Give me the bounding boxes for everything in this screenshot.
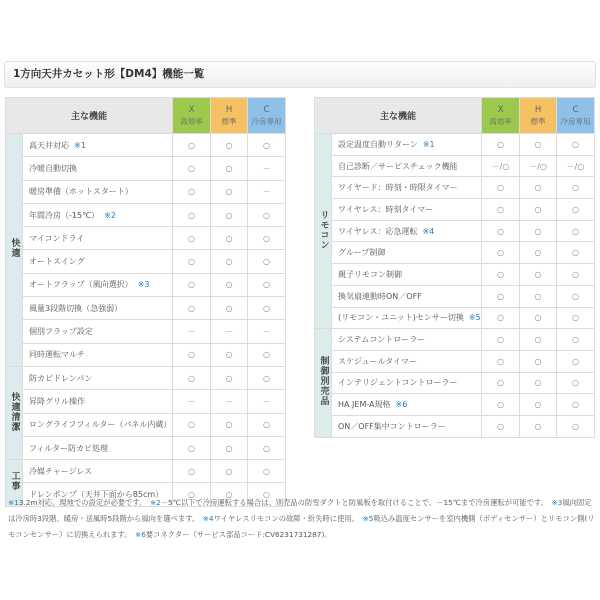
- feature-label: オートフラップ（風向選択）: [29, 280, 133, 290]
- value-c: ○: [557, 177, 595, 199]
- table-row: [315, 155, 595, 177]
- value-h: ○: [520, 199, 557, 221]
- feature-label: ドレンポンプ（天井下面から85cm）: [29, 490, 164, 500]
- value-h: ○: [211, 483, 248, 506]
- value-c: ○: [248, 250, 286, 273]
- value-h: ○: [211, 297, 248, 320]
- group-label: 快適清潔: [9, 391, 20, 432]
- model-label: 標準: [221, 116, 237, 126]
- value-h: ○: [211, 134, 248, 157]
- table-row: [315, 220, 595, 242]
- value-h: ○: [520, 242, 557, 264]
- feature-label: 昇降グリル操作: [29, 396, 85, 406]
- feature-name: [23, 320, 173, 343]
- header-row: [6, 98, 286, 134]
- model-label: 高効率: [489, 116, 512, 126]
- value-x: ○: [482, 394, 520, 416]
- table-row: [6, 413, 286, 436]
- value-c: －: [248, 320, 286, 343]
- model-code: C: [572, 104, 579, 115]
- value-x: ○: [482, 199, 520, 221]
- footnote-mark: ※6: [135, 530, 146, 539]
- value-x: ○: [482, 220, 520, 242]
- value-x: ○: [482, 134, 520, 156]
- feature-name: [23, 460, 173, 483]
- group-label: リモコン: [318, 209, 329, 250]
- value-c: ○: [248, 227, 286, 250]
- feature-name: [23, 134, 173, 157]
- footnote-text: 要コネクター（サービス部品コード:CV6231731287)。: [145, 530, 328, 539]
- value-h: ○: [520, 394, 557, 416]
- table-row: [6, 157, 286, 180]
- model-code: H: [534, 104, 542, 115]
- value-x: －/○: [482, 155, 520, 177]
- feature-label: 換気扇連動時ON／OFF: [338, 291, 422, 301]
- table-row: [6, 180, 286, 203]
- feature-label: 親子リモコン制御: [338, 269, 402, 279]
- header-model-c: [248, 98, 286, 134]
- group-cell: [6, 134, 23, 367]
- header-model-h: [211, 98, 248, 134]
- feature-label: ワイヤード：時刻・時限タイマー: [338, 183, 458, 193]
- table-row: [315, 372, 595, 394]
- footnote-ref: ※1: [74, 140, 86, 150]
- table-row: [315, 285, 595, 307]
- value-c: ○: [557, 394, 595, 416]
- feature-label: ロングライフフィルター（パネル内蔵）: [29, 420, 172, 430]
- footnote-text: ワイヤレスリモコンの故障・紛失時に使用。: [213, 514, 356, 523]
- model-code: C: [263, 104, 270, 115]
- feature-name: [23, 227, 173, 250]
- value-c: ○: [557, 264, 595, 286]
- feature-name: [332, 264, 482, 286]
- group-label: 快適: [9, 238, 20, 259]
- model-code: X: [188, 104, 195, 115]
- feature-name: [23, 436, 173, 459]
- feature-label: 自己診断／サービスチェック機能: [338, 161, 458, 171]
- value-c: ○: [248, 436, 286, 459]
- feature-label: グループ制御: [338, 248, 386, 258]
- value-c: ○: [557, 134, 595, 156]
- header-model-x: [173, 98, 211, 134]
- table-row: [315, 264, 595, 286]
- footnote-ref: ※3: [137, 280, 150, 290]
- feature-label: 個別フラップ設定: [29, 327, 93, 337]
- feature-name: [23, 366, 173, 389]
- value-h: ○: [520, 329, 557, 351]
- value-h: ○: [520, 415, 557, 437]
- footnote-mark: ※5: [362, 514, 374, 523]
- model-label: 冷房専用: [251, 116, 282, 126]
- feature-name: [332, 199, 482, 221]
- feature-name: [332, 307, 482, 329]
- feature-name: [332, 415, 482, 437]
- value-c: ○: [557, 285, 595, 307]
- feature-label: フィルター防カビ処理: [29, 443, 109, 453]
- table-row: [6, 250, 286, 273]
- value-c: ○: [557, 329, 595, 351]
- feature-name: [23, 273, 173, 296]
- value-h: －: [211, 390, 248, 413]
- feature-label: 防カビドレンパン: [29, 373, 93, 383]
- feature-label: ワイヤレス：時刻タイマー: [338, 204, 434, 214]
- value-c: ○: [557, 372, 595, 394]
- footnote-mark: ※3: [551, 498, 563, 507]
- value-x: ○: [173, 460, 211, 483]
- feature-name: [332, 329, 482, 351]
- feature-name: [23, 390, 173, 413]
- feature-name: [23, 343, 173, 366]
- table-row: [6, 460, 286, 483]
- value-c: ○: [557, 199, 595, 221]
- feature-label: 同時運転マルチ: [29, 350, 85, 360]
- footnote-ref: ※6: [395, 400, 408, 410]
- model-code: X: [497, 104, 504, 115]
- value-h: ○: [211, 273, 248, 296]
- feature-name: [332, 177, 482, 199]
- value-x: ○: [173, 366, 211, 389]
- value-c: －: [248, 157, 286, 180]
- header-model-h: [520, 98, 557, 134]
- right-feature-table: [314, 97, 595, 438]
- value-h: ○: [211, 343, 248, 366]
- feature-name: [23, 413, 173, 436]
- value-c: ○: [248, 413, 286, 436]
- value-c: ○: [248, 366, 286, 389]
- table-row: [6, 227, 286, 250]
- feature-name: [332, 285, 482, 307]
- value-h: ○: [520, 285, 557, 307]
- group-cell: [6, 366, 23, 459]
- value-c: ○: [248, 134, 286, 157]
- table-row: [315, 177, 595, 199]
- value-x: ○: [173, 436, 211, 459]
- value-x: ○: [173, 180, 211, 203]
- footnote-ref: ※1: [422, 139, 435, 149]
- value-h: ○: [211, 460, 248, 483]
- footnote-mark: ※1: [8, 498, 19, 507]
- table-row: [6, 134, 286, 157]
- footnote: [8, 498, 150, 507]
- value-h: ○: [520, 307, 557, 329]
- left-feature-table: [5, 97, 286, 507]
- value-x: ○: [482, 285, 520, 307]
- value-h: ○: [211, 157, 248, 180]
- value-x: ○: [482, 372, 520, 394]
- value-h: ○: [520, 220, 557, 242]
- feature-name: [332, 242, 482, 264]
- value-x: ○: [173, 413, 211, 436]
- footnote-mark: ※4: [202, 514, 214, 523]
- value-h: ○: [211, 180, 248, 203]
- value-h: ○: [211, 227, 248, 250]
- value-c: ○: [557, 220, 595, 242]
- footnote-text: 風向固定は冷房時3段階、暖房・送風時5段階から風向を選べます。: [8, 498, 592, 523]
- table-row: [315, 134, 595, 156]
- feature-label: HA JEM-A規格: [338, 400, 391, 410]
- feature-label: インテリジェントコントローラー: [338, 378, 458, 388]
- value-h: ○: [211, 250, 248, 273]
- footnote-text: －5℃以下で冷房運転する場合は、別売品の防雪ダクトと防風板を取付けることで、－15℃まで冷房運転が可能です。: [160, 498, 545, 507]
- value-x: ○: [173, 157, 211, 180]
- table-row: [315, 199, 595, 221]
- footnote: [203, 514, 363, 523]
- feature-label: オートスイング: [29, 257, 85, 267]
- feature-name: [332, 220, 482, 242]
- value-x: －: [173, 390, 211, 413]
- feature-label: 設定温度自動リターン: [338, 139, 418, 149]
- table-row: [315, 307, 595, 329]
- value-x: ○: [173, 483, 211, 506]
- value-x: －: [173, 320, 211, 343]
- header-main-features: 主な機能: [315, 98, 482, 134]
- feature-name: [23, 203, 173, 226]
- value-x: ○: [173, 250, 211, 273]
- footnotes: [8, 495, 598, 543]
- feature-label: 年間冷房（-15℃）: [29, 210, 100, 220]
- value-x: ○: [482, 307, 520, 329]
- value-h: ○: [520, 264, 557, 286]
- value-c: ○: [248, 203, 286, 226]
- value-c: ○: [248, 460, 286, 483]
- value-h: ○: [211, 413, 248, 436]
- value-c: ○: [248, 273, 286, 296]
- table-row: [315, 394, 595, 416]
- table-row: [6, 320, 286, 343]
- footnote: [135, 530, 335, 539]
- value-x: ○: [482, 329, 520, 351]
- feature-label: システムコントローラー: [338, 335, 426, 345]
- value-x: ○: [482, 350, 520, 372]
- header-model-x: [482, 98, 520, 134]
- footnote-text: 吸込み温度センサーを室内機側（ボディセンサー）とリモコン側(リモコンセンサー）に切換えられます。: [8, 514, 595, 539]
- feature-name: [23, 297, 173, 320]
- value-c: －: [248, 390, 286, 413]
- value-x: ○: [482, 415, 520, 437]
- value-c: ○: [557, 415, 595, 437]
- model-code: H: [225, 104, 233, 115]
- value-h: ○: [211, 436, 248, 459]
- value-x: ○: [482, 177, 520, 199]
- feature-name: [23, 180, 173, 203]
- table-row: [6, 390, 286, 413]
- page-title: 1方向天井カセット形【DM4】機能一覧: [4, 61, 596, 88]
- feature-label: (リモコン・ユニット)センサー切換: [338, 313, 464, 323]
- header-main-features: 主な機能: [6, 98, 173, 134]
- table-row: [6, 366, 286, 389]
- header-row: [315, 98, 595, 134]
- feature-label: マイコンドライ: [29, 233, 85, 243]
- value-x: ○: [173, 203, 211, 226]
- footnote-mark: ※2: [150, 498, 161, 507]
- value-x: ○: [173, 297, 211, 320]
- model-label: 高効率: [180, 116, 203, 126]
- group-cell: [315, 134, 332, 329]
- value-c: －/○: [557, 155, 595, 177]
- group-label: 制御別売品: [318, 356, 329, 407]
- footnote-ref: ※5: [468, 313, 481, 323]
- feature-label: 暖房準備（ホットスタート）: [29, 187, 133, 197]
- table-row: [6, 436, 286, 459]
- value-x: ○: [482, 242, 520, 264]
- value-c: ○: [248, 297, 286, 320]
- value-h: ○: [520, 134, 557, 156]
- table-row: [6, 203, 286, 226]
- feature-label: 風量3段階切換（急強弱）: [29, 303, 123, 313]
- value-h: －: [211, 320, 248, 343]
- value-x: ○: [482, 264, 520, 286]
- value-h: ○: [211, 203, 248, 226]
- model-label: 冷房専用: [560, 116, 591, 126]
- feature-name: [23, 250, 173, 273]
- group-label: 工事: [9, 471, 20, 492]
- table-row: [315, 329, 595, 351]
- footnote-ref: ※2: [104, 210, 116, 220]
- value-h: －/○: [520, 155, 557, 177]
- value-h: ○: [211, 366, 248, 389]
- feature-name: [332, 155, 482, 177]
- footnote: [150, 498, 552, 507]
- feature-name: [23, 157, 173, 180]
- feature-label: スケジュールタイマー: [338, 356, 418, 366]
- value-c: ○: [557, 350, 595, 372]
- feature-label: 冷暖自動切換: [29, 163, 77, 173]
- feature-name: [332, 372, 482, 394]
- value-x: ○: [173, 343, 211, 366]
- model-label: 標準: [530, 116, 546, 126]
- table-row: [315, 350, 595, 372]
- feature-name: [332, 134, 482, 156]
- value-x: ○: [173, 227, 211, 250]
- feature-label: 高天井対応: [29, 140, 69, 150]
- value-c: ○: [248, 483, 286, 506]
- table-row: [315, 415, 595, 437]
- table-row: [6, 297, 286, 320]
- group-cell: [315, 329, 332, 437]
- value-x: ○: [173, 134, 211, 157]
- value-c: －: [248, 180, 286, 203]
- value-c: ○: [557, 307, 595, 329]
- footnote-text: 3.2m対応。現地での設定が必要です。: [18, 498, 143, 507]
- feature-name: [332, 350, 482, 372]
- value-h: ○: [520, 372, 557, 394]
- feature-name: [332, 394, 482, 416]
- feature-label: 冷媒チャージレス: [29, 466, 93, 476]
- feature-label: ON／OFF集中コントローラー: [338, 421, 446, 431]
- header-model-c: [557, 98, 595, 134]
- feature-label: ワイヤレス：応急運転: [338, 226, 418, 236]
- value-h: ○: [520, 177, 557, 199]
- table-row: [6, 273, 286, 296]
- table-row: [6, 343, 286, 366]
- value-c: ○: [557, 242, 595, 264]
- value-c: ○: [248, 343, 286, 366]
- value-h: ○: [520, 350, 557, 372]
- table-row: [315, 242, 595, 264]
- value-x: ○: [173, 273, 211, 296]
- footnote-ref: ※4: [422, 226, 435, 236]
